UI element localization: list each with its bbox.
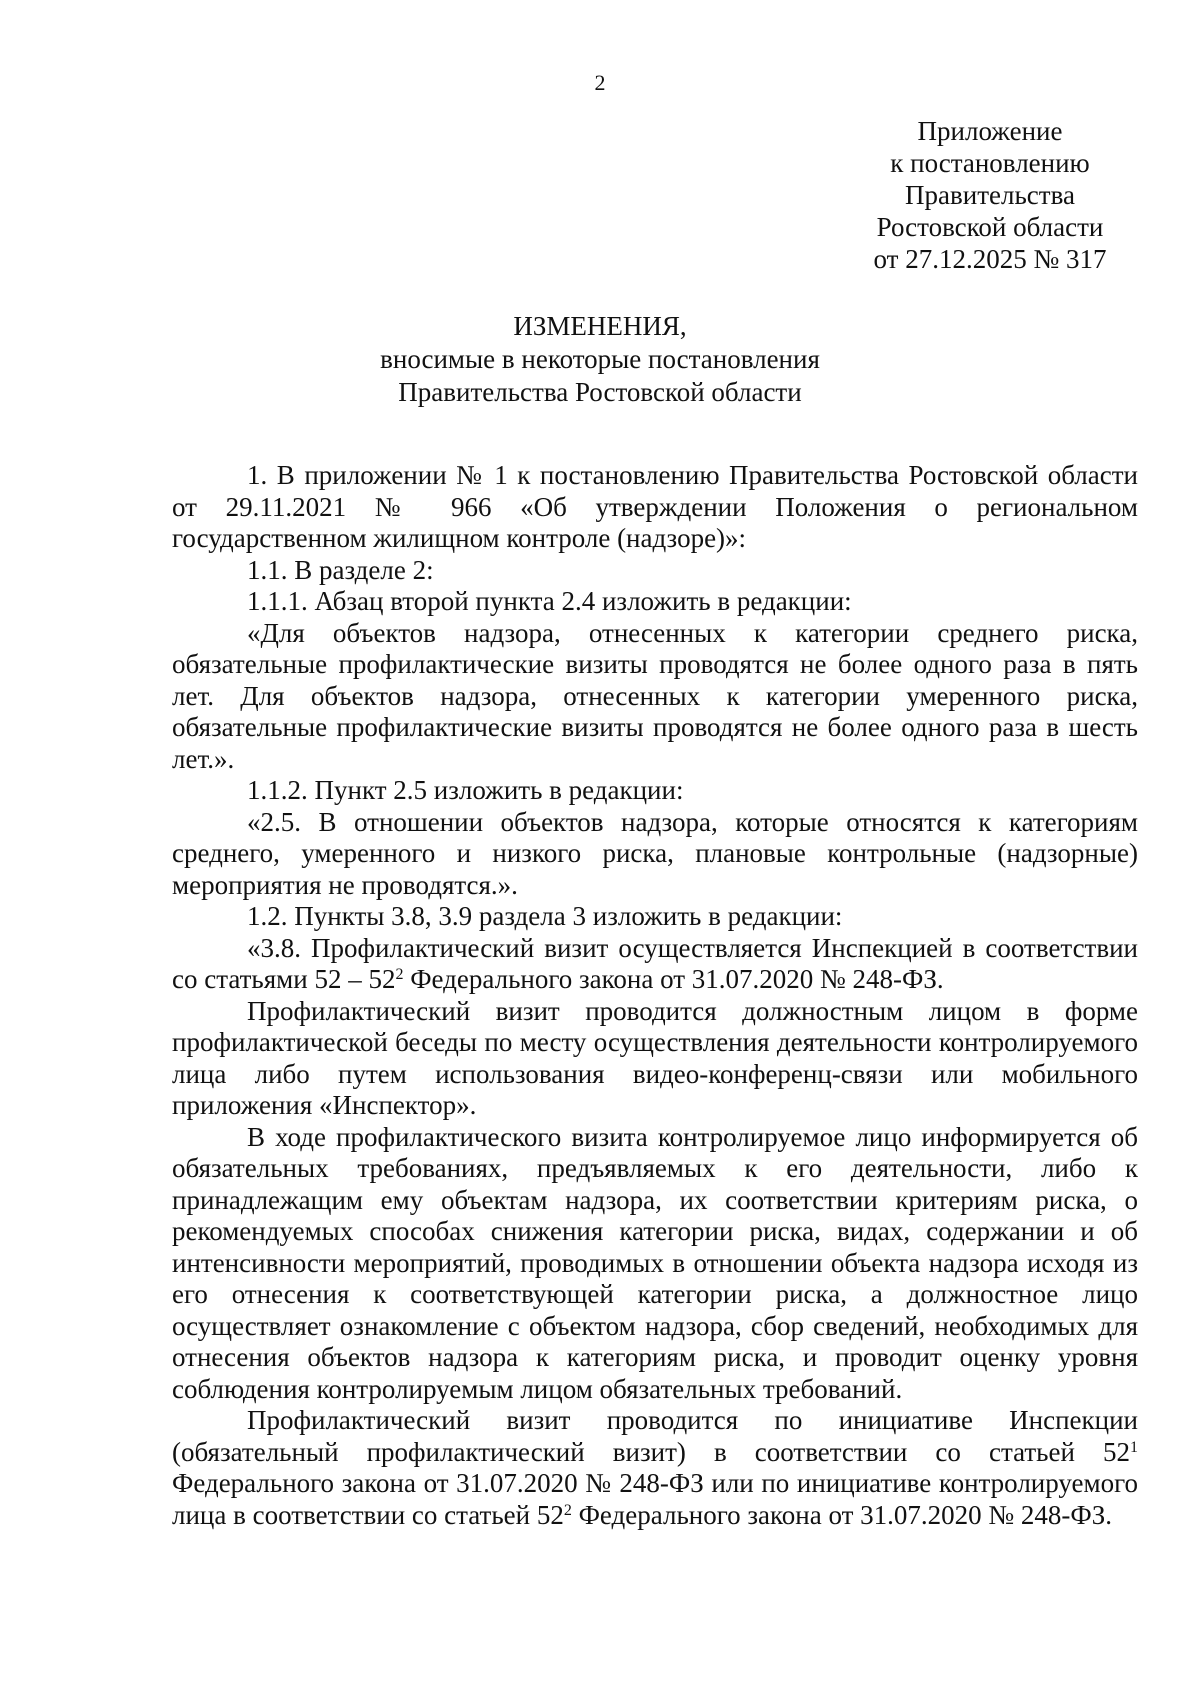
paragraph: 1.1.1. Абзац второй пункта 2.4 изложить в редакции: (247, 586, 852, 616)
paragraph: 1.1. В разделе 2: (247, 554, 434, 585)
page-number: 2 (594, 70, 606, 95)
appendix-line: к постановлению (890, 148, 1090, 178)
paragraph (172, 1405, 1138, 1531)
paragraph: Профилактический визит проводится должностным лицом в форме профилактической беседы по месту осуществления деятельности контролируемого лица либо путем использования видео-конференц-связи или мобильного приложения «Инспектор». (172, 995, 1138, 1120)
paragraph: «2.5. В отношении объектов надзора, которые относятся к категориям среднего, умеренного и низкого риска, плановые контрольные (надзорные) мероприятия не проводятся.». (172, 806, 1138, 900)
document-body (172, 460, 1138, 1531)
paragraph-text: Федерального закона от 31.07.2020 № 248-ФЗ или по инициативе контролируемого лица в соответствии со статьей 52 (172, 1468, 1138, 1530)
appendix-line: Правительства (905, 180, 1075, 210)
superscript: 2 (395, 966, 404, 983)
appendix-block (820, 115, 1160, 275)
document-heading (0, 310, 1200, 409)
heading-subtitle: Правительства Ростовской области (398, 377, 802, 407)
paragraph-text: Федерального закона от 31.07.2020 № 248-ФЗ. (403, 964, 944, 994)
appendix-line: от 27.12.2025 № 317 (873, 244, 1107, 274)
appendix-line: Ростовской области (876, 212, 1104, 242)
paragraph: В ходе профилактического визита контролируемое лицо информируется об обязательных требованиях, предъявляемых к его деятельности, либо к принадлежащим ему объектам надзора, их соответствии критериям риска, о рекомендуемых способах снижения категории риска, видах, содержании и об интенсивности мероприятий, проводимых в отношении объекта надзора исходя из его отнесения к соответствующей категории риска, а должностное лицо осуществляет ознакомление с объектом надзора, сбор сведений, необходимых для отнесения объектов надзора к категориям риска, и проводит оценку уровня соблюдения контролируемым лицом обязательных требований. (172, 1121, 1138, 1404)
paragraph-text: «3.8. Профилактический визит осуществляется Инспекцией в соответствии со статьями 52 – 52 (172, 932, 1138, 994)
appendix-line: Приложение (917, 116, 1063, 146)
paragraph-text: Профилактический визит проводится по инициативе Инспекции (обязательный профилактический визит) в соответствии со статьей 52 (172, 1405, 1138, 1467)
paragraph: «Для объектов надзора, отнесенных к категории среднего риска, обязательные профилактические визиты проводятся не более одного раза в пять лет. Для объектов надзора, отнесенных к категории умеренного риска, обязательные профилактические визиты проводятся не более одного раза в шесть лет.». (172, 617, 1138, 774)
paragraph: 1.2. Пункты 3.8, 3.9 раздела 3 изложить в редакции: (247, 901, 843, 931)
superscript: 1 (1130, 1438, 1138, 1456)
paragraph (172, 933, 1138, 996)
paragraph-text: Федерального закона от 31.07.2020 № 248-ФЗ. (571, 1499, 1113, 1530)
paragraph: 1.1.2. Пункт 2.5 изложить в редакции: (247, 775, 684, 805)
superscript: 2 (563, 1501, 572, 1519)
heading-title: ИЗМЕНЕНИЯ, (513, 311, 687, 341)
heading-subtitle: вносимые в некоторые постановления (380, 344, 820, 374)
paragraph: 1. В приложении № 1 к постановлению Правительства Ростовской области от 29.11.2021 № 966 «Об утверждении Положения о региональном государственном жилищном контроле (надзоре)»: (172, 460, 1138, 553)
